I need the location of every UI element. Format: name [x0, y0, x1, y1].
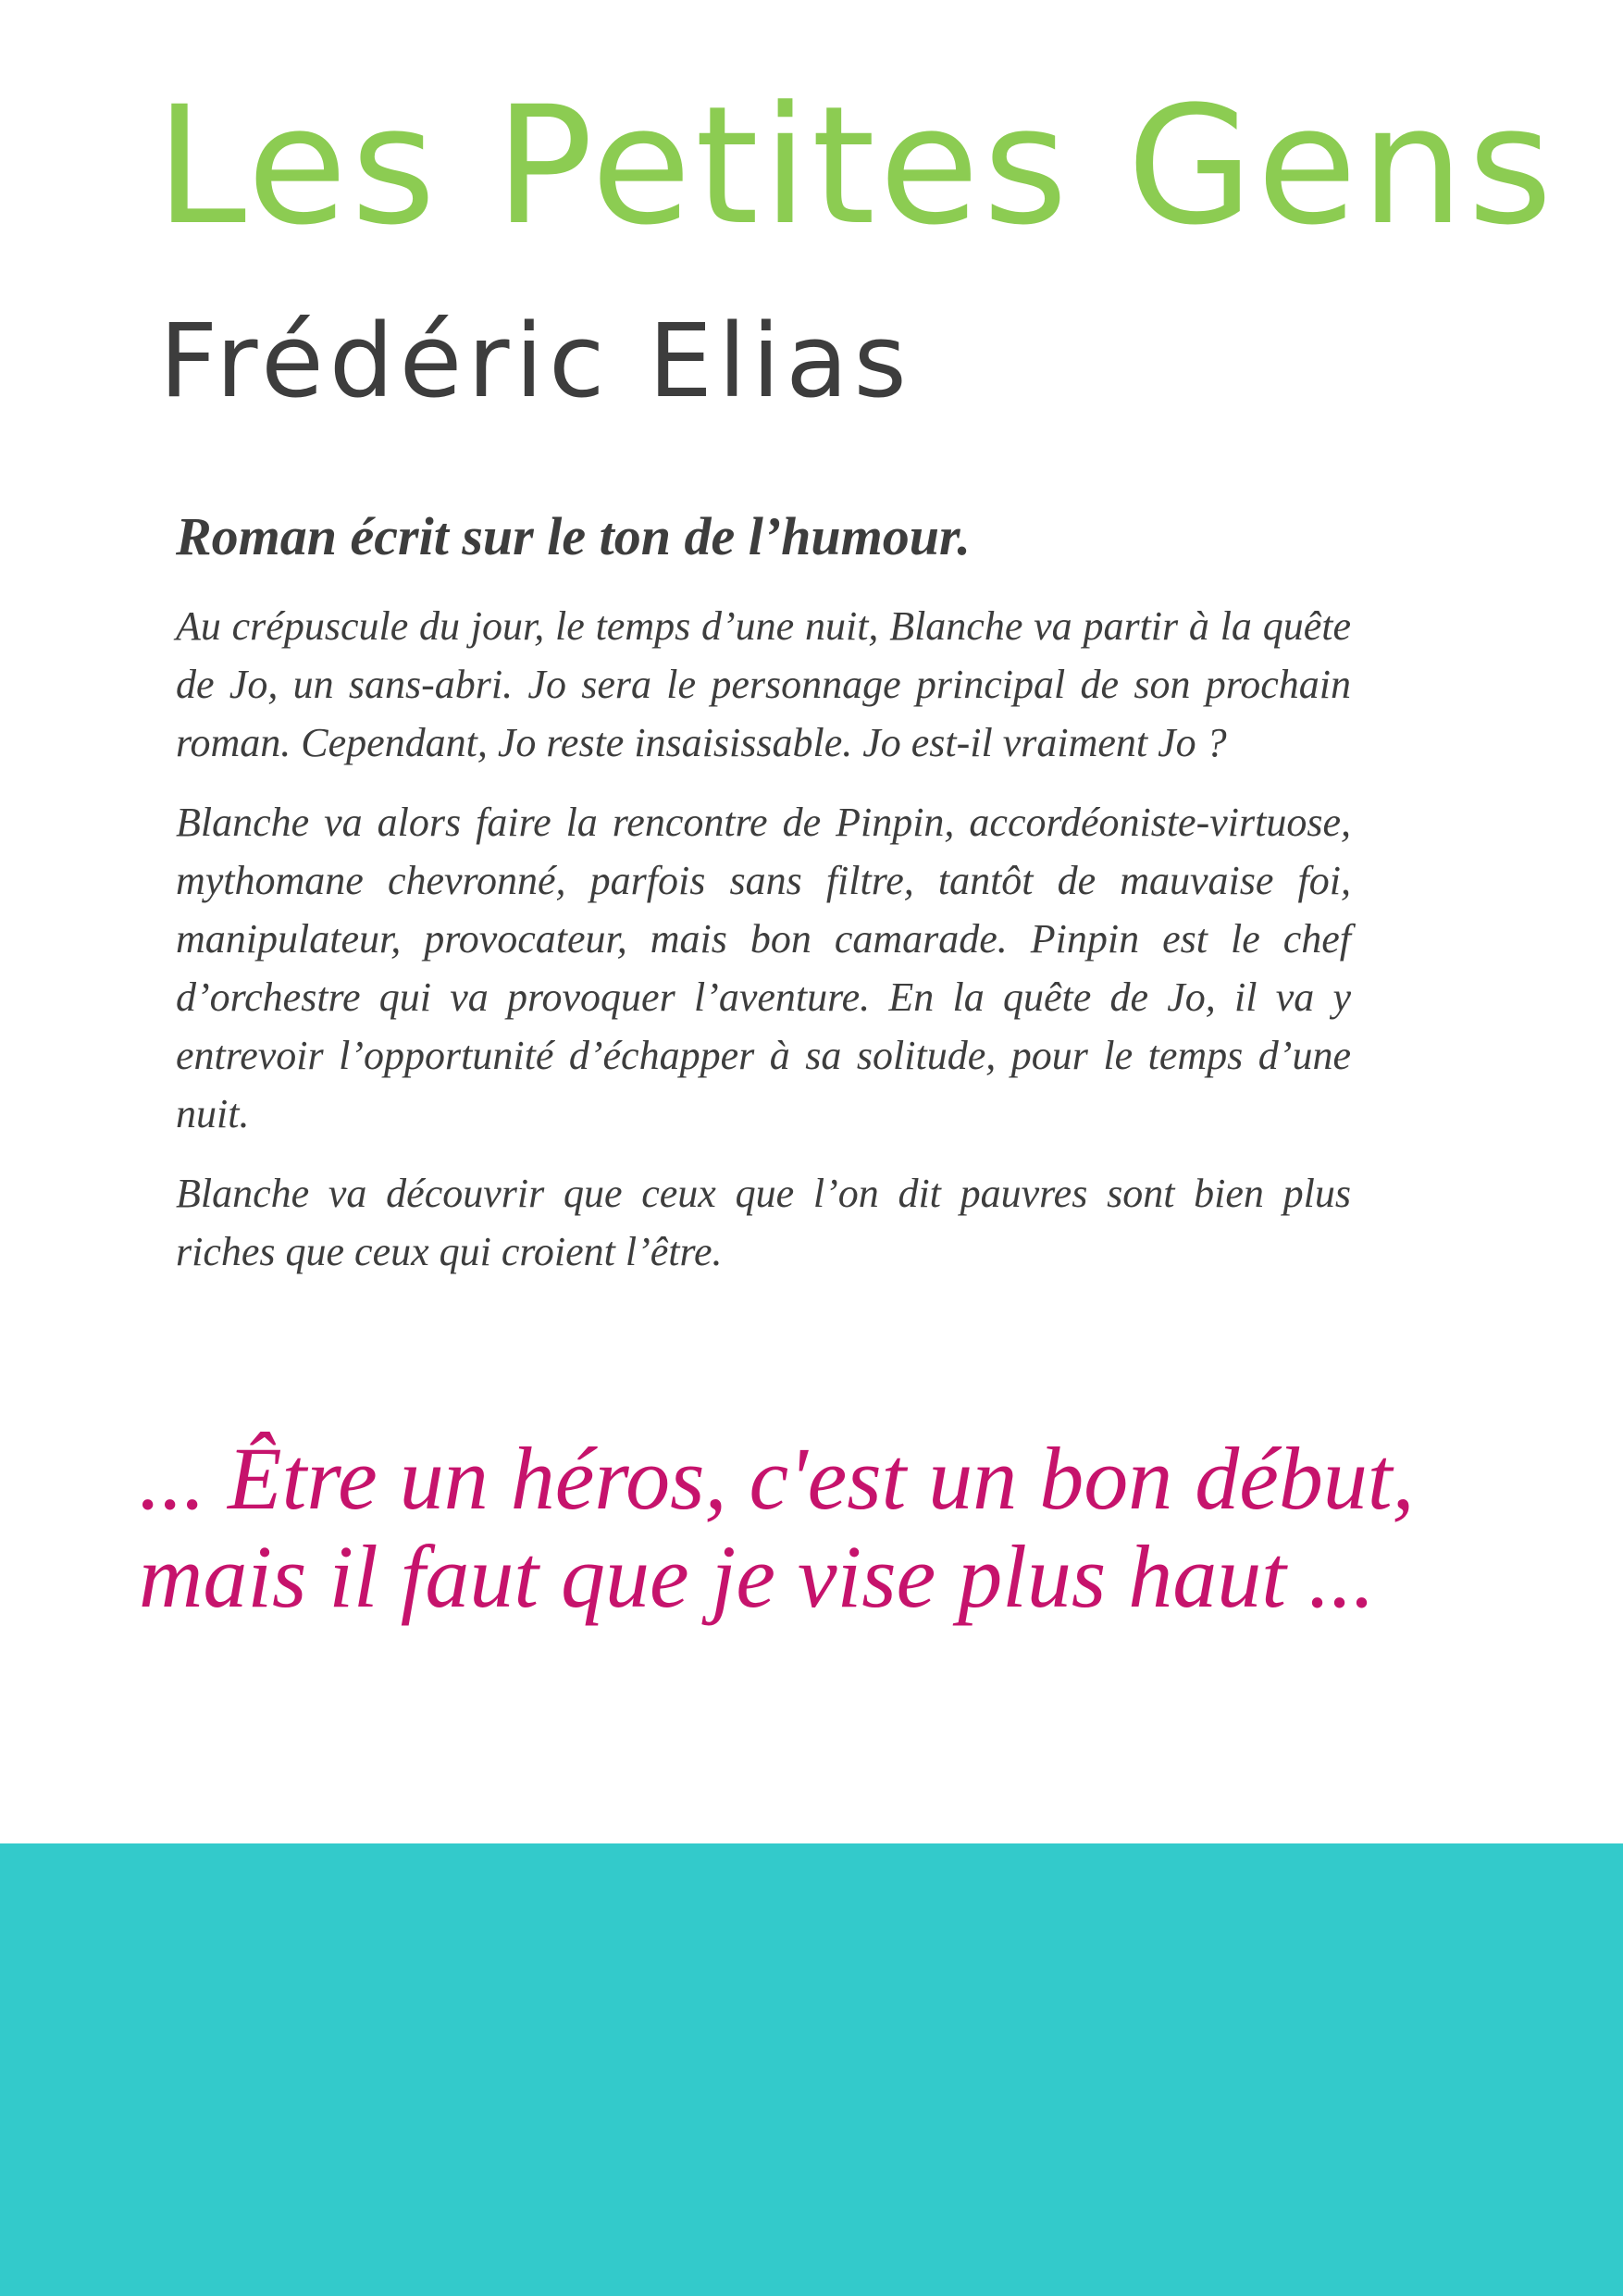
footer-color-band — [0, 1843, 1623, 2296]
tagline: Roman écrit sur le ton de l’humour. — [176, 506, 971, 566]
blurb — [176, 504, 1351, 1302]
author-name: Frédéric Elias — [159, 302, 912, 420]
pull-quote-line-1: ... Être un héros, c'est un bon début, — [139, 1429, 1415, 1528]
pull-quote — [139, 1430, 1527, 1626]
book-title: Les Petites Gens — [155, 71, 1556, 261]
blurb-paragraph-1: Au crépuscule du jour, le temps d’une nuit, Blanche va partir à la quête de Jo, un sans-abri. Jo sera le personnage principal de son prochain roman. Cependant, Jo reste insaisissable. Jo est-il vraiment Jo ? — [176, 603, 1351, 765]
pull-quote-line-2: mais il faut que je vise plus haut ... — [139, 1527, 1375, 1626]
blurb-paragraph-2: Blanche va alors faire la rencontre de Pinpin, accordéoniste-virtuose, mythomane chevronné, parfois sans filtre, tantôt de mauvaise foi, manipulateur, provocateur, mais bon camarade. Pinpin est le chef d’orchestre qui va provoquer l’aventure. En la quête de Jo, il va y entrevoir l’opportunité d’échapper à sa solitude, pour le temps d’une nuit. — [176, 800, 1351, 1136]
blurb-paragraph-3: Blanche va découvrir que ceux que l’on dit pauvres sont bien plus riches que ceux qui croient l’être. — [176, 1171, 1351, 1274]
